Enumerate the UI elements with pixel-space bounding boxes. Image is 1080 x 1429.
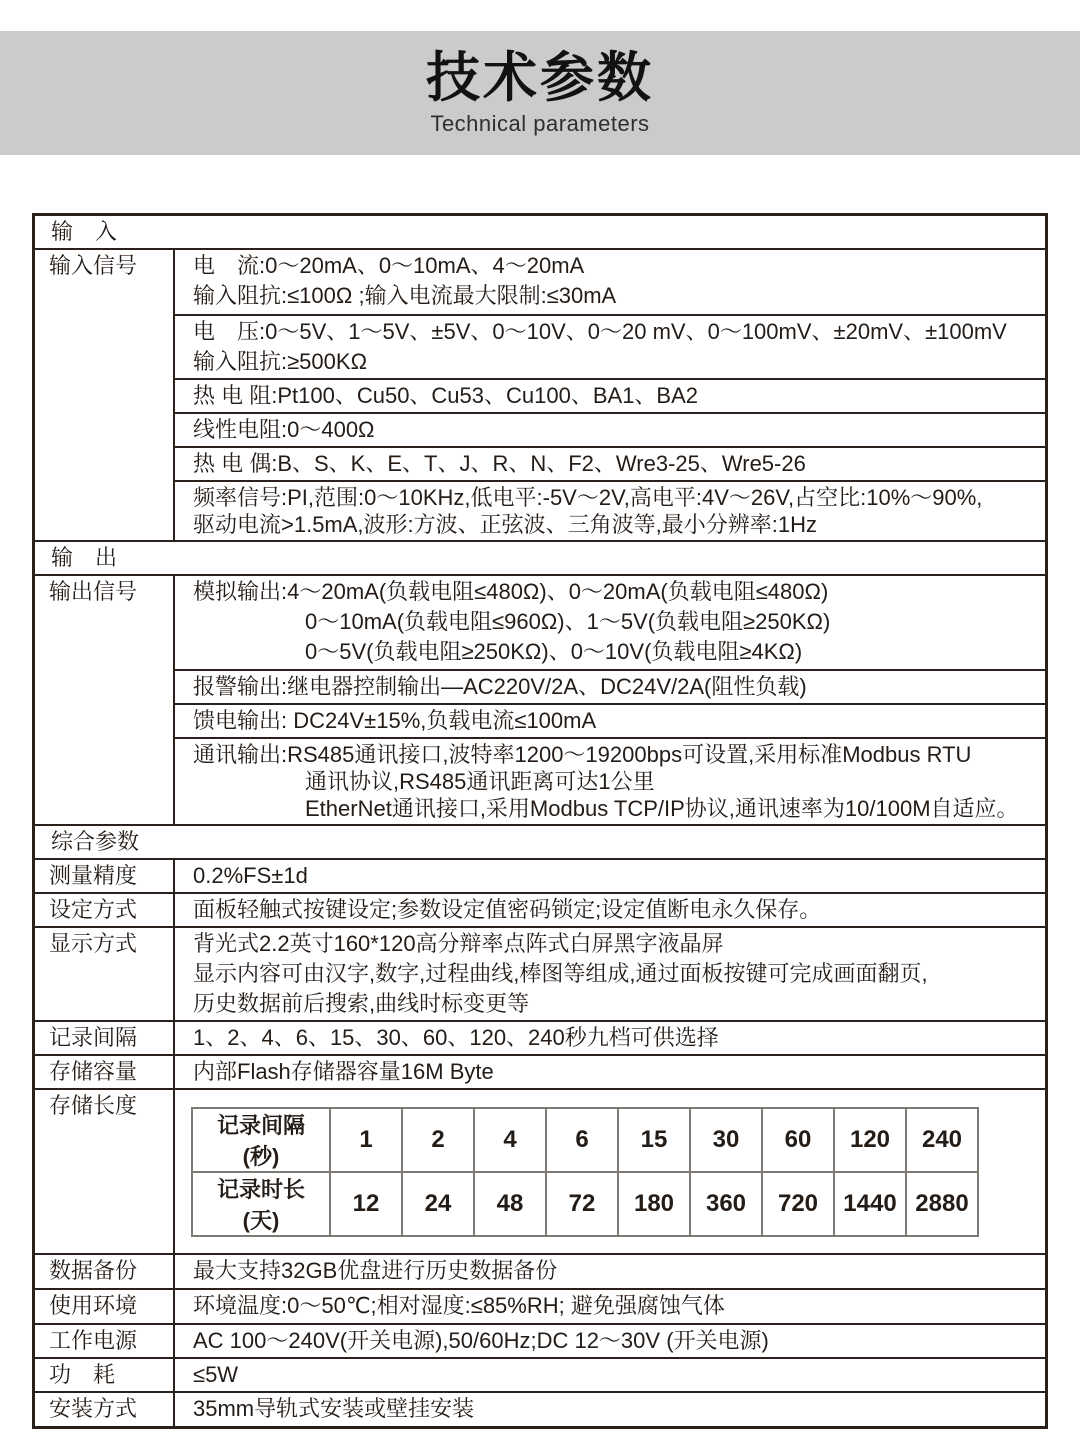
spec-table [32, 213, 1048, 1429]
row-label: 功 耗 [35, 1359, 175, 1391]
page-title: 技术参数 [426, 48, 654, 109]
storage-cell: 15 [618, 1108, 690, 1172]
spec-line: AC 100～240V(开关电源),50/60Hz;DC 12～30V (开关电源) [193, 1328, 769, 1353]
storage-row-header: 记录间隔(秒) [192, 1108, 330, 1172]
row-content [175, 576, 1045, 824]
spec-line: 线性电阻:0～400Ω [193, 417, 375, 442]
storage-cell: 30 [690, 1108, 762, 1172]
spec-line: 输入阻抗:≥500KΩ [193, 349, 368, 374]
subrow-analog-output [175, 576, 1045, 669]
storage-cell: 60 [762, 1108, 834, 1172]
row-input-signal [35, 248, 1045, 540]
spec-line: 热 电 偶:B、S、K、E、T、J、R、N、F2、Wre3-25、Wre5-26 [193, 451, 806, 476]
row-label: 工作电源 [35, 1325, 175, 1357]
row-content [175, 250, 1045, 540]
subrow-feed-output [175, 703, 1045, 737]
title-band [0, 31, 1080, 155]
storage-cell: 24 [402, 1172, 474, 1236]
spec-line: EtherNet通讯接口,采用Modbus TCP/IP协议,通讯速率为10/100M自适应。 [305, 796, 1019, 821]
page-subtitle: Technical parameters [430, 110, 650, 136]
row-accuracy [35, 858, 1045, 892]
storage-cell: 72 [546, 1172, 618, 1236]
row-content [175, 894, 1045, 926]
row-output-signal [35, 574, 1045, 824]
spec-line: 电 流:0～20mA、0～10mA、4～20mA [193, 253, 585, 278]
storage-cell: 1 [330, 1108, 402, 1172]
subrow-frequency [175, 480, 1045, 540]
section-label: 综合参数 [51, 829, 140, 854]
row-label: 存储容量 [35, 1056, 175, 1088]
row-content [175, 1359, 1045, 1391]
section-row-output [35, 540, 1045, 574]
row-content [175, 1090, 1045, 1253]
spec-line: 最大支持32GB优盘进行历史数据备份 [193, 1258, 558, 1283]
row-content [175, 1056, 1045, 1088]
storage-cell: 360 [690, 1172, 762, 1236]
subrow-rtd [175, 378, 1045, 412]
row-label: 输出信号 [35, 576, 175, 824]
row-content [175, 928, 1045, 1020]
spec-line: 1、2、4、6、15、30、60、120、240秒九档可供选择 [193, 1025, 719, 1050]
section-label: 输 入 [51, 219, 118, 244]
row-mounting [35, 1391, 1045, 1426]
row-label: 数据备份 [35, 1255, 175, 1288]
row-label: 存储长度 [35, 1090, 175, 1253]
subrow-comm-output [175, 737, 1045, 824]
spec-line: 馈电输出: DC24V±15%,负载电流≤100mA [193, 708, 597, 733]
spec-line: ≤5W [193, 1362, 239, 1387]
storage-cell: 48 [474, 1172, 546, 1236]
spec-line: 通讯输出:RS485通讯接口,波特率1200～19200bps可设置,采用标准Modbus RTU [193, 742, 972, 767]
row-data-backup [35, 1253, 1045, 1288]
storage-cell: 720 [762, 1172, 834, 1236]
subrow-thermocouple [175, 446, 1045, 480]
row-content [175, 1325, 1045, 1357]
section-row-input [35, 216, 1045, 248]
spec-line: 35mm导轨式安装或壁挂安装 [193, 1396, 475, 1421]
storage-cell: 180 [618, 1172, 690, 1236]
spec-line: 电 压:0～5V、1～5V、±5V、0～10V、0～20 mV、0～100mV、±20mV、±100mV [193, 319, 1007, 344]
row-storage-capacity [35, 1054, 1045, 1088]
subrow-alarm-output [175, 669, 1045, 703]
row-setting-method [35, 892, 1045, 926]
spec-line: 面板轻触式按键设定;参数设定值密码锁定;设定值断电永久保存。 [193, 897, 822, 922]
storage-table-row-interval [192, 1108, 978, 1172]
row-label: 使用环境 [35, 1290, 175, 1323]
spec-line: 0.2%FS±1d [193, 863, 308, 888]
storage-cell: 1440 [834, 1172, 906, 1236]
spec-line: 0～5V(负载电阻≥250KΩ)、0～10V(负载电阻≥4KΩ) [305, 639, 803, 664]
row-storage-length [35, 1088, 1045, 1253]
spec-line: 报警输出:继电器控制输出—AC220V/2A、DC24V/2A(阻性负载) [193, 674, 807, 699]
storage-cell: 12 [330, 1172, 402, 1236]
spec-line: 模拟输出:4～20mA(负载电阻≤480Ω)、0～20mA(负载电阻≤480Ω) [193, 579, 829, 604]
row-label: 设定方式 [35, 894, 175, 926]
row-content [175, 1290, 1045, 1323]
subrow-current [175, 250, 1045, 314]
spec-line: 内部Flash存储器容量16M Byte [193, 1059, 494, 1084]
spec-line: 通讯协议,RS485通讯距离可达1公里 [305, 769, 655, 794]
storage-cell: 240 [906, 1108, 978, 1172]
spec-line: 0～10mA(负载电阻≤960Ω)、1～5V(负载电阻≥250KΩ) [305, 609, 831, 634]
row-record-interval [35, 1020, 1045, 1054]
row-content [175, 1393, 1045, 1426]
storage-cell: 6 [546, 1108, 618, 1172]
spec-line: 驱动电流>1.5mA,波形:方波、正弦波、三角波等,最小分辨率:1Hz [193, 512, 818, 537]
spec-line: 显示内容可由汉字,数字,过程曲线,棒图等组成,通过面板按键可完成画面翻页, [193, 961, 928, 986]
row-content [175, 1022, 1045, 1054]
section-label: 输 出 [51, 545, 118, 570]
row-label: 输入信号 [35, 250, 175, 540]
storage-table-row-duration [192, 1172, 978, 1236]
row-display-method [35, 926, 1045, 1020]
row-environment [35, 1288, 1045, 1323]
row-label: 测量精度 [35, 860, 175, 892]
row-content [175, 860, 1045, 892]
spec-line: 热 电 阻:Pt100、Cu50、Cu53、Cu100、BA1、BA2 [193, 383, 699, 408]
storage-cell: 2880 [906, 1172, 978, 1236]
row-label: 安装方式 [35, 1393, 175, 1426]
section-row-general [35, 824, 1045, 858]
storage-cell: 4 [474, 1108, 546, 1172]
row-content [175, 1255, 1045, 1288]
storage-cell: 2 [402, 1108, 474, 1172]
row-label: 显示方式 [35, 928, 175, 1020]
subrow-voltage [175, 314, 1045, 378]
spec-line: 环境温度:0～50℃;相对湿度:≤85%RH; 避免强腐蚀气体 [193, 1293, 725, 1318]
spec-line: 历史数据前后搜索,曲线时标变更等 [193, 991, 530, 1016]
storage-row-header: 记录时长(天) [192, 1172, 330, 1236]
spec-line: 背光式2.2英寸160*120高分辩率点阵式白屏黑字液晶屏 [193, 931, 724, 956]
subrow-linear-resistance [175, 412, 1045, 446]
spec-line: 输入阻抗:≤100Ω ;输入电流最大限制:≤30mA [193, 283, 617, 308]
storage-table [191, 1107, 979, 1237]
row-power-supply [35, 1323, 1045, 1357]
row-label: 记录间隔 [35, 1022, 175, 1054]
row-power-consumption [35, 1357, 1045, 1391]
storage-cell: 120 [834, 1108, 906, 1172]
spec-line: 频率信号:PI,范围:0～10KHz,低电平:-5V～2V,高电平:4V～26V,占空比:10%～90%, [193, 485, 983, 510]
